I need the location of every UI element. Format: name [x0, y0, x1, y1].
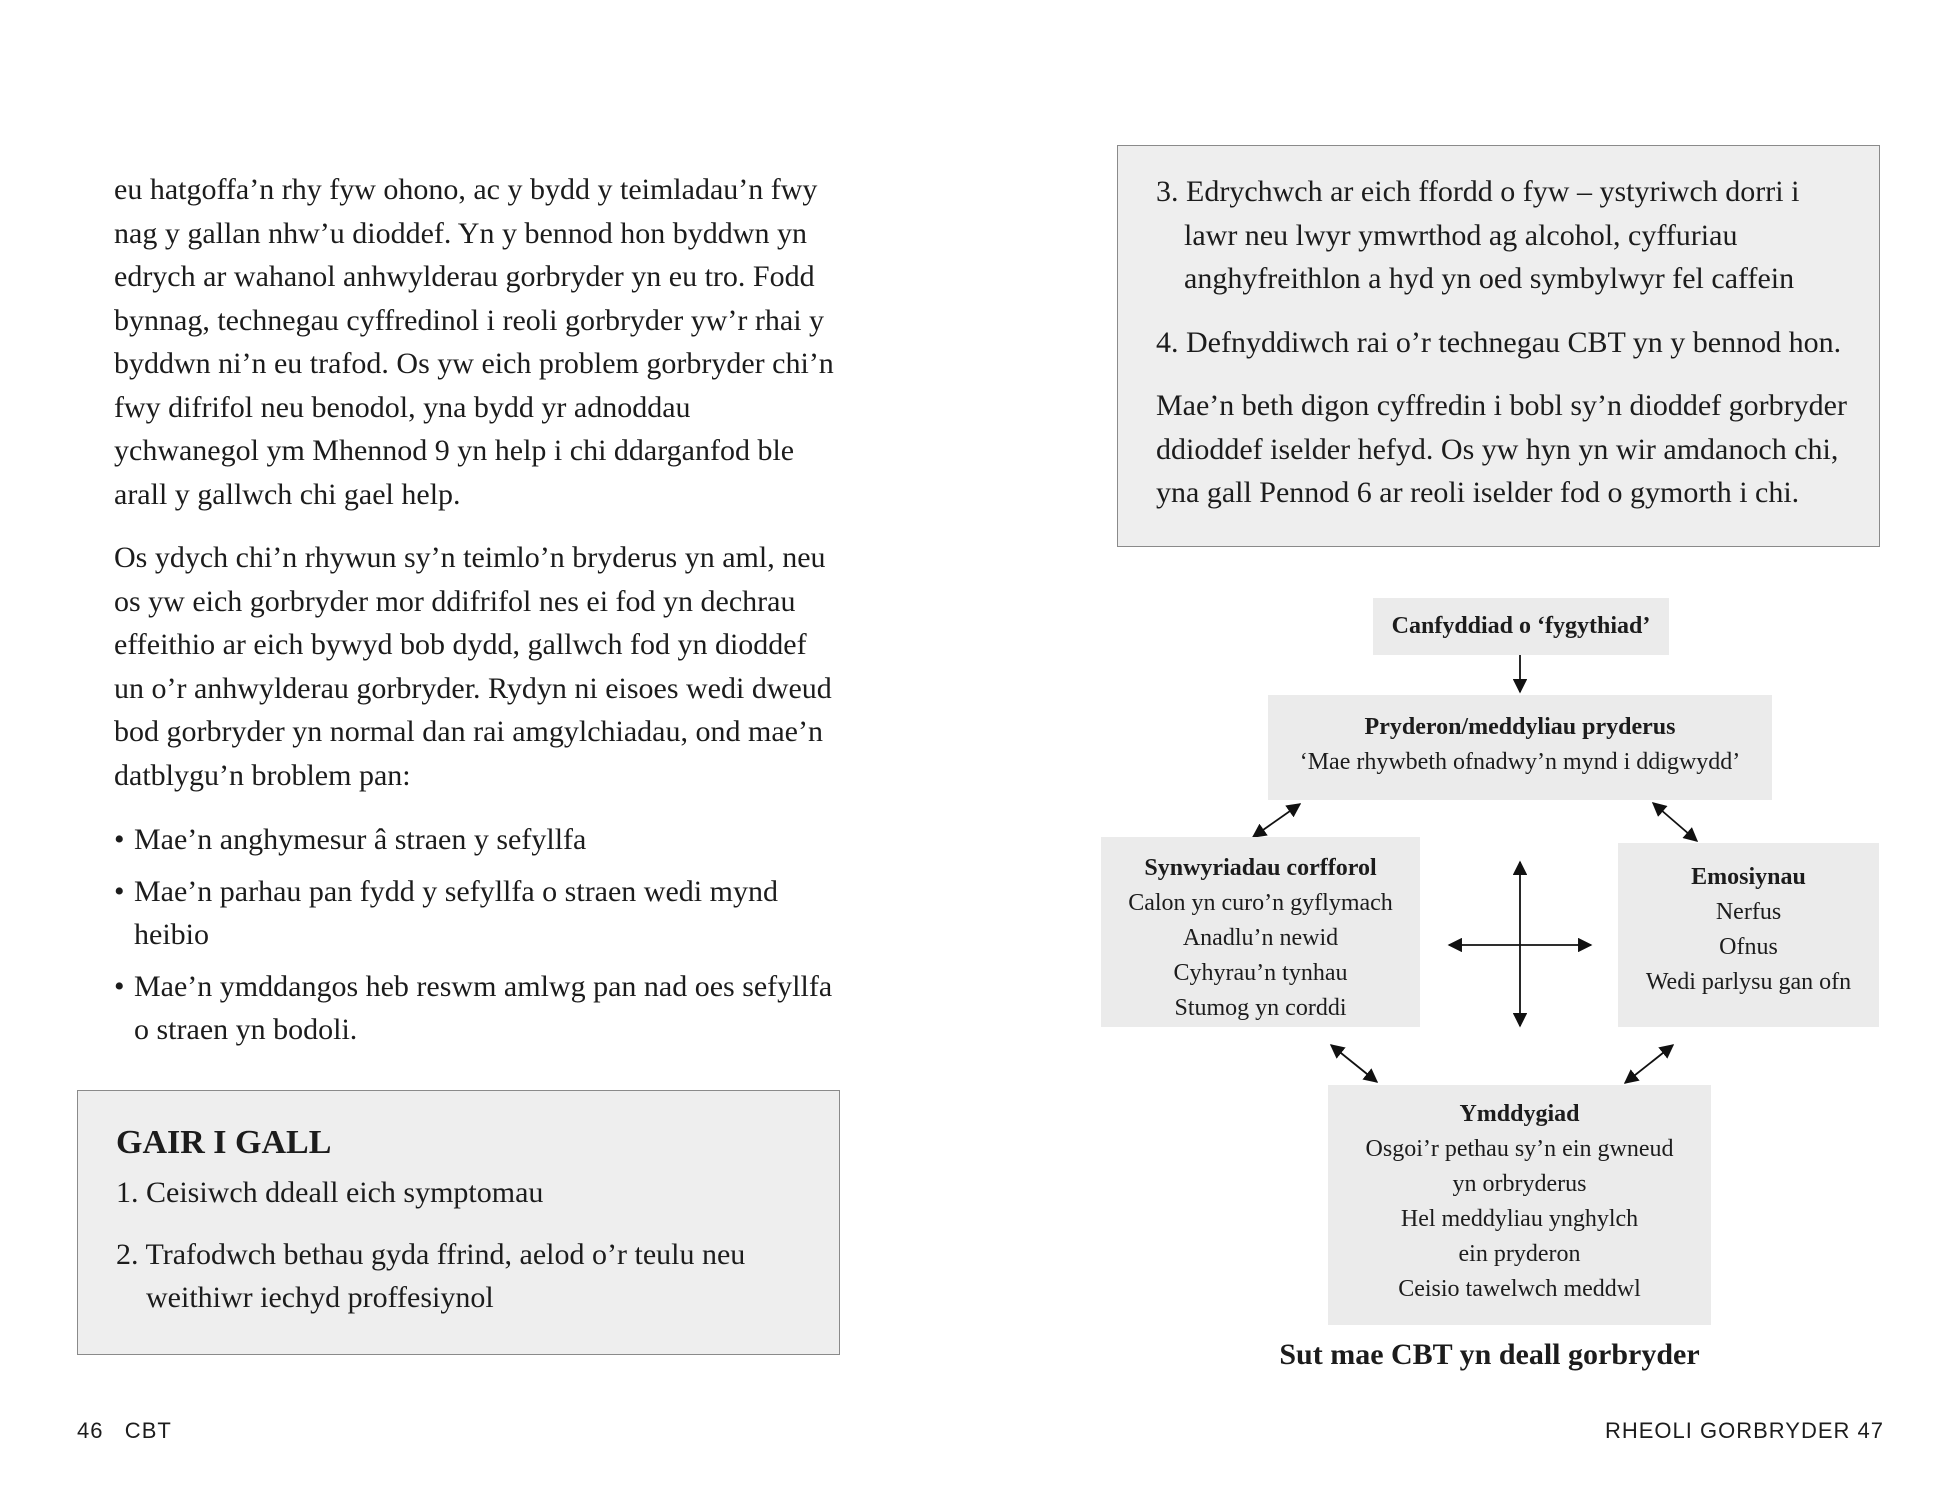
body-paragraph-2: Os ydych chi’n rhywun sy’n teimlo’n bryderus yn aml, neu os yw eich gorbryder mor ddifrifol nes ei fod yn dechrau effeithio ar eich bywyd bob dydd, gallwch fod yn dioddef un o’r anhwylderau gorbryder. Rydyn ni eisoes wedi dweud bod gorbryder yn normal dan rai amgylchiadau, ond mae’n datblygu’n broblem pan:	[114, 541, 832, 792]
cbt-anxiety-diagram	[973, 580, 1946, 1400]
tips-heading: GAIR I GALL	[116, 1124, 332, 1161]
tips-box-continued	[1117, 145, 1880, 547]
arrow-worry-emotions	[1653, 803, 1697, 841]
list-item: • Mae’n anghymesur â straen y sefyllfa	[114, 823, 587, 856]
threat-box: Canfyddiad o ‘fygythiad’	[1373, 598, 1669, 655]
bullet-list	[114, 818, 834, 1060]
arrow-worry-body	[1253, 804, 1300, 837]
tips-item: 3. Edrychwch ar eich ffordd o fyw – ystyriwch dorri i lawr neu lwyr ymwrthod ag alcohol, cyffuriau anghyfreithlon a hyd yn oed symbylwyr fel caffein	[1156, 175, 1800, 295]
tips-item: 1. Ceisiwch ddeall eich symptomau	[116, 1176, 544, 1209]
tips-box	[77, 1090, 840, 1355]
worry-box: Pryderon/meddyliau pryderus ‘Mae rhywbeth ofnadwy’n mynd i ddigwydd’	[1268, 695, 1772, 800]
page-number-left: 46 CBT	[77, 1418, 172, 1443]
tips-item: 4. Defnyddiwch rai o’r technegau CBT yn y bennod hon.	[1156, 325, 1842, 359]
emotions-box: Emosiynau Nerfus Ofnus Wedi parlysu gan ofn	[1618, 843, 1879, 1027]
diagram-caption: Sut mae CBT yn deall gorbryder	[1279, 1338, 1700, 1371]
tips-item: 2. Trafodwch bethau gyda ffrind, aelod o’r teulu neu weithiwr iechyd proffesiynol	[116, 1237, 746, 1314]
tips-paragraph: Mae’n beth digon cyffredin i bobl sy’n dioddef gorbryder ddioddef iselder hefyd. Os yw hyn yn wir amdanoch chi, yna gall Pennod 6 ar reoli iselder fod o gymorth i chi.	[1156, 389, 1847, 509]
body-paragraph-1: eu hatgoffa’n rhy fyw ohono, ac y bydd y teimladau’n fwy nag y gallan nhw’u dioddef. Yn y bennod hon byddwn yn edrych ar wahanol anhwylderau gorbryder yn eu tro. Fodd bynnag, technegau cyffredinol i reoli gorbryder yw’r rhai y byddwn ni’n eu trafod. Os yw eich problem gorbryder chi’n fwy difrifol neu benodol, yna bydd yr adnoddau ychwanegol ym Mhennod 9 yn help i chi ddarganfod ble arall y gallwch chi gael help.	[114, 173, 834, 511]
list-item: • Mae’n ymddangos heb reswm amlwg pan nad oes sefyllfa o straen yn bodoli.	[114, 969, 833, 1046]
arrow-emotions-behaviour	[1625, 1045, 1673, 1083]
right-page	[973, 0, 1946, 1490]
page-number-right: RHEOLI GORBRYDER 47	[1604, 1418, 1884, 1443]
arrow-body-behaviour	[1331, 1045, 1377, 1082]
behaviour-box: Ymddygiad Osgoi’r pethau sy’n ein gwneud yn orbryderus Hel meddyliau ynghylch ein pryderon Ceisio tawelwch meddwl	[1328, 1085, 1711, 1325]
list-item: • Mae’n parhau pan fydd y sefyllfa o straen wedi mynd heibio	[114, 874, 778, 951]
physical-sensations-box: Synwyriadau corfforol Calon yn curo’n gyflymach Anadlu’n newid Cyhyrau’n tynhau Stumog yn corddi	[1101, 837, 1420, 1027]
